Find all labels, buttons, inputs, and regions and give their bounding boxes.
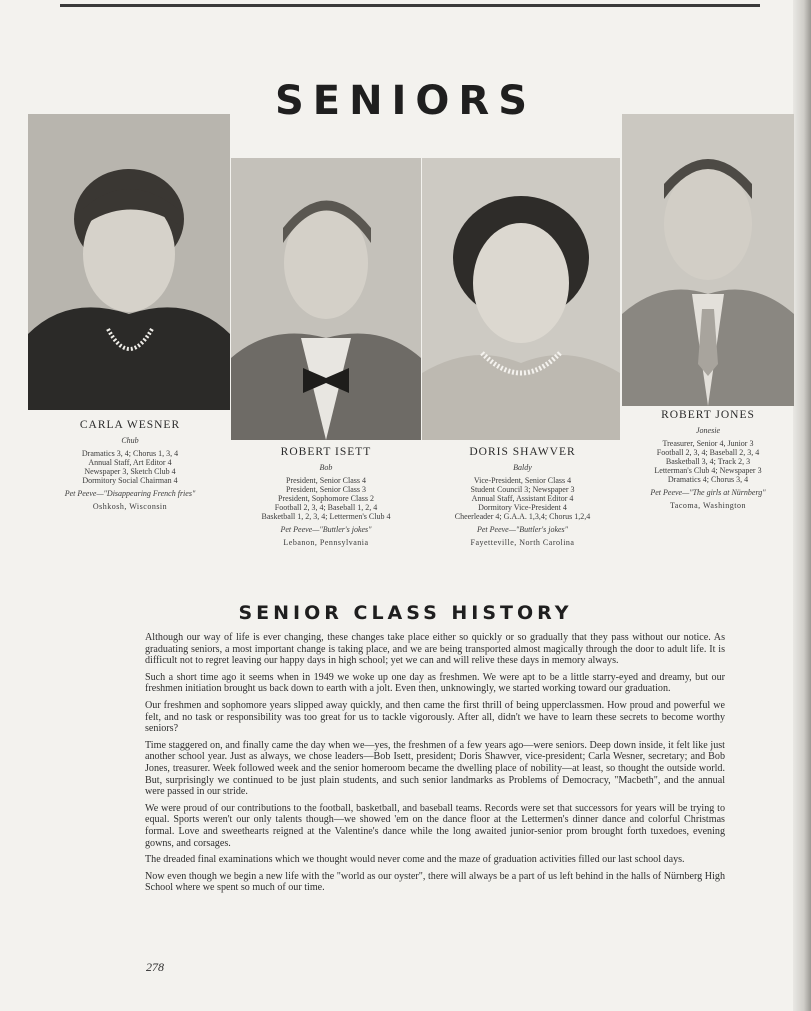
activity-line: Dramatics 4; Chorus 3, 4 [667,475,749,484]
page-title: SENIORS [274,78,537,124]
activity-line: Cheerleader 4; G.A.A. 1,3,4; Chorus 1,2,4 [454,512,591,521]
history-paragraph: Our freshmen and sophomore years slipped away quickly, and then came the first thrill of being upperclassmen. How proud and powerful we felt, and no task or responsibility was too great for us to tackle vigorously. After all, didn't we have to learn these secrets to become worthy seniors? [145,699,725,735]
senior-name: ROBERT JONES [661,409,755,421]
pet-peeve: Pet Peeve—"Buttler's jokes" [280,525,372,534]
pet-peeve: Pet Peeve—"Disappearing French fries" [64,489,196,498]
activity-line: Dormitory Social Chairman 4 [82,476,178,485]
page-number: 278 [146,960,164,974]
history-title: SENIOR CLASS HISTORY [238,602,573,624]
activity-line: Vice-President, Senior Class 4 [473,476,572,485]
senior-name: DORIS SHAWVER [469,446,576,458]
hometown: Fayetteville, North Carolina [470,538,575,547]
senior-nickname: Jonesie [696,426,720,435]
history-paragraph: Now even though we begin a new life with the "world as our oyster", there will always be a part of us left behind in the halls of Nürnberg High School where we spent so much of our time. [145,870,725,894]
activity-line: Basketball 3, 4; Track 2, 3 [665,457,751,466]
history-paragraph: Although our way of life is ever changing, these changes take place either so quickly or so gradually that they pass without our notice. As graduating seniors, a most important change is taking place, and we are being transported almost magically through the door to adult life. It is difficult not to regret leaving our happy days in high school; yet we can and will relive these days in memory always. [145,632,725,667]
activity-line: Dormitory Vice-President 4 [478,503,567,512]
senior-nickname: Baldy [513,463,532,472]
pet-peeve: Pet Peeve—"Buttler's jokes" [476,525,569,534]
history-paragraph: We were proud of our contributions to the football, basketball, and baseball teams. Records were set that successors for years will be trying to equal. Sports weren't our only talents though—we showed 'em on the dance floor at the Lettermen's dinner dance and colorful Christmas formal. Love and sweethearts reigned at the Valentine's dance while the long awaited junior-senior prom brought forth tuxedoes, evening gowns, and corsages. [145,802,725,849]
activity-line: President, Senior Class 4 [286,476,366,485]
activity-line: Newspaper 3, Sketch Club 4 [84,467,176,476]
bio-doris-shawver [425,448,620,547]
hometown: Oshkosh, Wisconsin [92,502,168,511]
bio-carla-wesner [40,421,220,511]
photo-doris-shawver [422,158,620,440]
senior-nickname: Chub [121,436,139,445]
hometown: Tacoma, Washington [669,501,747,510]
history-paragraph: Such a short time ago it seems when in 1949 we woke up one day as freshmen. We were apt to be a little starry-eyed and dreamy, but our freshmen initiation brought us back down to earth with a jolt. Even then, unknowingly, we started working toward our graduation. [145,671,725,695]
activity-line: Annual Staff, Art Editor 4 [88,458,172,467]
activity-line: Football 2, 3, 4; Baseball 2, 3, 4 [656,448,760,457]
hometown: Lebanon, Pennsylvania [283,538,369,547]
pet-peeve: Pet Peeve—"The girls at Nürnberg" [650,488,766,497]
activity-line: Student Council 3; Newspaper 3 [470,485,575,494]
history-paragraph: The dreaded final examinations which we thought would never come and the maze of graduation activities filled our last school days. [145,854,685,866]
senior-nickname: Bob [319,463,333,472]
activity-line: President, Senior Class 3 [286,485,366,494]
activity-line: Football 2, 3, 4; Baseball 1, 2, 4 [274,503,378,512]
activity-line: Annual Staff, Assistant Editor 4 [471,494,574,503]
activity-line: Treasurer, Senior 4, Junior 3 [662,439,754,448]
activity-line: Letterman's Club 4; Newspaper 3 [654,466,762,475]
senior-name: CARLA WESNER [79,419,181,431]
bio-robert-isett [226,448,426,547]
senior-name: ROBERT ISETT [280,446,372,458]
activity-line: President, Sophomore Class 2 [278,494,374,503]
photo-robert-isett [231,158,421,440]
top-rule [60,4,760,7]
history-text [145,632,725,899]
activity-line: Dramatics 3, 4; Chorus 1, 3, 4 [81,449,179,458]
photo-carla-wesner [28,114,230,410]
activity-line: Basketball 1, 2, 3, 4; Lettermen's Club 4 [261,512,391,521]
page-binding-edge [793,0,811,1011]
history-paragraph: Time staggered on, and finally came the day when we—yes, the freshmen of a few years ago—were seniors. Deep down inside, it felt like just another school year. Just as always, we chose leaders—Bob Isett, president; Doris Shawver, vice-president; Carla Wesner, secretary; and Bob Jones, treasurer. Week followed week and the senior homeroom became the dwelling place of nobility—at least, so thought the outside world. But, surprisingly we continued to be just plain students, and such senior landmarks as Problems of Democracy, "Macbeth", and the annual were passed in our stride. [145,739,725,798]
photo-robert-jones [622,114,794,406]
bio-robert-jones [628,411,788,510]
